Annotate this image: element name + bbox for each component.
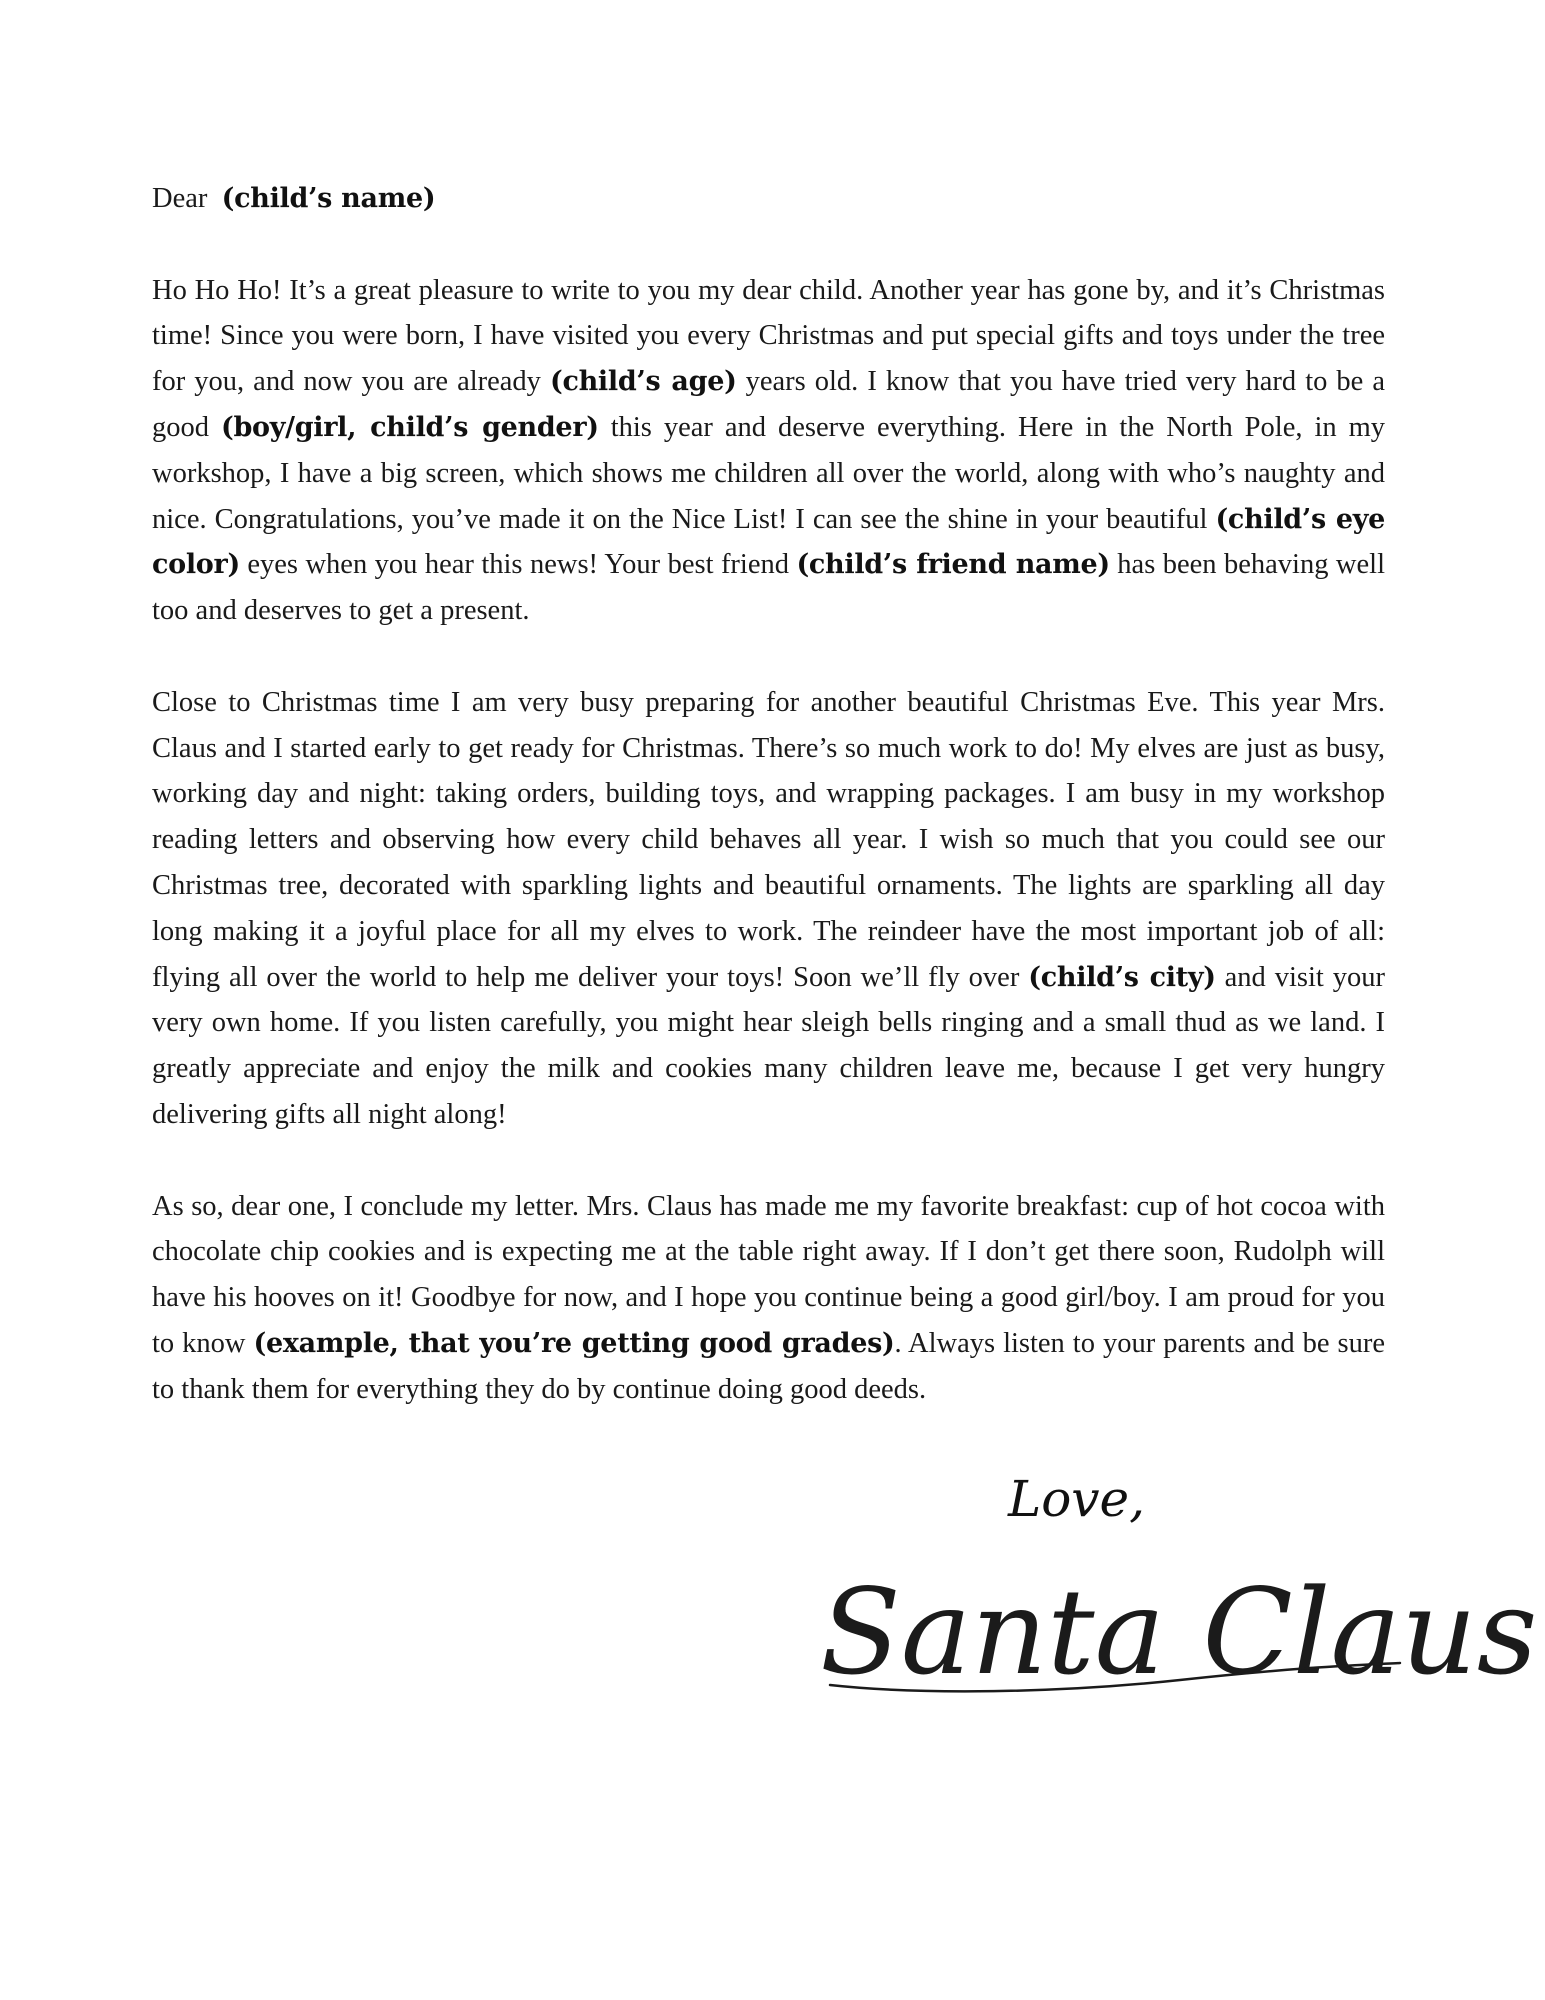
paragraph-3 [152,1184,1385,1413]
placeholder-example: (example, that you’re getting good grades) [253,1327,895,1359]
placeholder-child-name: (child’s name) [221,183,436,214]
paragraph-2-text-2: and visit your very own home. If you listen carefully, you might hear sleigh bells ringing and a small thud as we land. I greatly appreciate and enjoy the milk and cookies many children leave me, because I get very hungry delivering gifts all night along! [152,961,1385,1130]
closing: Love, [1008,1470,1146,1528]
paragraph-2 [152,680,1385,1138]
placeholder-child-eye-color: (child’s eye color) [152,503,1386,581]
paragraph-2-text-1: Close to Christmas time I am very busy preparing for another beautiful Christmas Eve. This year Mrs. Claus and I started early to get ready for Christmas. There’s so much work to do! My elves are just as busy, working day and night: taking orders, building toys, and wrapping packages. I am busy in my workshop reading letters and observing how every child behaves all year. I wish so much that you could see our Christmas tree, decorated with sparkling lights and beautiful ornaments. The lights are sparkling all day long making it a joyful place for all my elves to work. The reindeer have the most important job of all: flying all over the world to help me deliver your toys! Soon we’ll fly over [152,686,1385,993]
paragraph-1-text-3: this year and deserve everything. Here in the North Pole, in my workshop, I have a big screen, which shows me children all over the world, along with who’s naughty and nice. Congratulations, you’ve made it on the Nice List! I can see the shine in your beautiful [152,411,1385,535]
paragraph-3-text-2: . Always listen to your parents and be sure to thank them for everything they do by continue doing good deeds. [152,1327,1386,1405]
letter-body [152,176,1385,1413]
paragraph-1-text-2: years old. I know that you have tried very hard to be a good [152,366,1385,443]
paragraph-1-text-4: eyes when you hear this news! Your best friend [239,549,797,581]
placeholder-child-gender: (boy/girl, child’s gender) [220,411,599,443]
salutation [152,176,1385,222]
signature-text: Santa Claus [820,1563,1538,1701]
placeholder-child-age: (child’s age) [549,366,737,398]
paragraph-1-text-5: has been behaving well too and deserves to get a present. [152,549,1385,627]
paragraph-1-text-1: Ho Ho Ho! It’s a great pleasure to write to you my dear child. Another year has gone by, and it’s Christmas time! Since you were born, I have visited you every Christmas and put special gifts and toys under the tree for you, and now you are already [152,274,1385,398]
signature [800,1545,1538,1715]
salutation-greeting: Dear [152,183,208,214]
placeholder-child-city: (child’s city) [1028,961,1216,993]
paragraph-3-text-1: As so, dear one, I conclude my letter. Mrs. Claus has made me my favorite breakfast: cup of hot cocoa with chocolate chip cookies and is expecting me at the table right away. If I don’t get there soon, Rudolph will have his hooves on it! Goodbye for now, and I hope you continue being a good girl/boy. I am proud for you to know [152,1190,1385,1359]
paragraph-1 [152,268,1385,634]
placeholder-child-friend-name: (child’s friend name) [796,549,1110,581]
signature-graphic [800,1545,1538,1715]
